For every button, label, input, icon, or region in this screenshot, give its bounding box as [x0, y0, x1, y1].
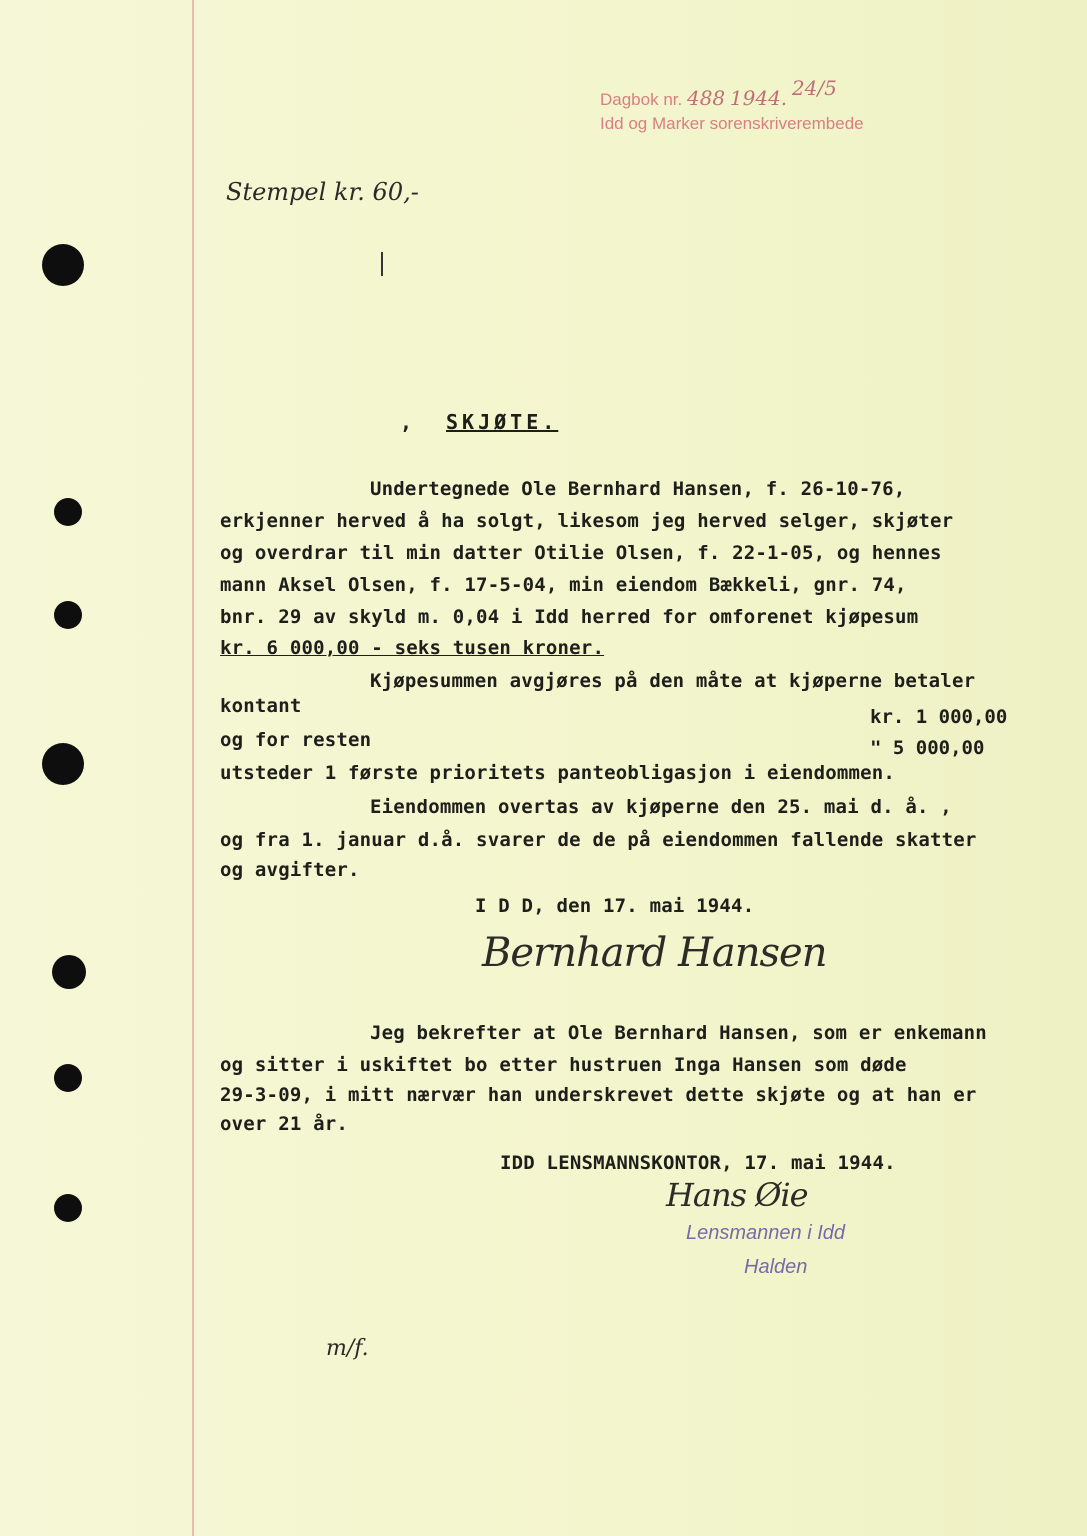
text-line: Jeg bekrefter at Ole Bernhard Hansen, som er enkemann: [370, 1022, 987, 1044]
pen-mark: [381, 252, 383, 276]
handwritten-fee: Stempel kr. 60,-: [226, 178, 419, 206]
official-stamp-title: Lensmannen i Idd: [686, 1222, 846, 1244]
punch-hole: [54, 1064, 82, 1092]
official-stamp-place: Halden: [744, 1256, 808, 1278]
text-line: utsteder 1 første prioritets panteobligasjon i eiendommen.: [220, 762, 896, 784]
text-line: Undertegnede Ole Bernhard Hansen, f. 26-10-76,: [370, 478, 906, 500]
punch-hole: [52, 955, 86, 989]
payment-row-amount: kr. 1 000,00: [870, 706, 1008, 728]
punch-hole: [54, 498, 82, 526]
document-title: SKJØTE.: [446, 410, 559, 434]
handwritten-initials: m/f.: [326, 1336, 369, 1361]
punch-hole: [54, 1194, 82, 1222]
text-line: bnr. 29 av skyld m. 0,04 i Idd herred for omforenet kjøpesum: [220, 606, 919, 628]
payment-row-label: og for resten: [220, 729, 372, 751]
stamp-office: Idd og Marker sorenskriverembede: [600, 114, 864, 133]
title-mark: ,: [400, 410, 413, 434]
text-line: og fra 1. januar d.å. svarer de de på eiendommen fallende skatter: [220, 829, 977, 851]
text-line: Eiendommen overtas av kjøperne den 25. mai d. å. ,: [370, 796, 952, 818]
signature-official: Hans Øie: [666, 1176, 808, 1214]
place-date: I D D, den 17. mai 1944.: [475, 895, 755, 917]
punch-hole: [42, 244, 84, 286]
stamp-prefix: Dagbok nr.: [600, 90, 683, 109]
payment-intro: Kjøpesummen avgjøres på den måte at kjøperne betaler: [370, 670, 976, 692]
signature-seller: Bernhard Hansen: [482, 930, 827, 976]
payment-row-amount: " 5 000,00: [870, 737, 985, 759]
text-line: og avgifter.: [220, 859, 360, 881]
text-line: mann Aksel Olsen, f. 17-5-04, min eiendom Bækkeli, gnr. 74,: [220, 574, 907, 596]
stamp-year: 1944.: [729, 86, 788, 110]
text-line: 29-3-09, i mitt nærvær han underskrevet dette skjøte og at han er: [220, 1084, 977, 1106]
text-line: og overdrar til min datter Otilie Olsen, f. 22-1-05, og hennes: [220, 542, 942, 564]
text-line: erkjenner herved å ha solgt, likesom jeg herved selger, skjøter: [220, 510, 954, 532]
registry-stamp: [600, 76, 864, 136]
margin-line: [192, 0, 194, 1536]
stamp-date: 24/5: [791, 76, 837, 100]
place-date: IDD LENSMANNSKONTOR, 17. mai 1944.: [500, 1152, 896, 1174]
punch-hole: [54, 601, 82, 629]
payment-row-label: kontant: [220, 695, 302, 717]
stamp-number: 488: [686, 86, 726, 110]
text-line: over 21 år.: [220, 1113, 349, 1135]
price-line: kr. 6 000,00 - seks tusen kroner.: [220, 637, 605, 659]
text-line: og sitter i uskiftet bo etter hustruen Inga Hansen som døde: [220, 1054, 907, 1076]
punch-hole: [42, 743, 84, 785]
